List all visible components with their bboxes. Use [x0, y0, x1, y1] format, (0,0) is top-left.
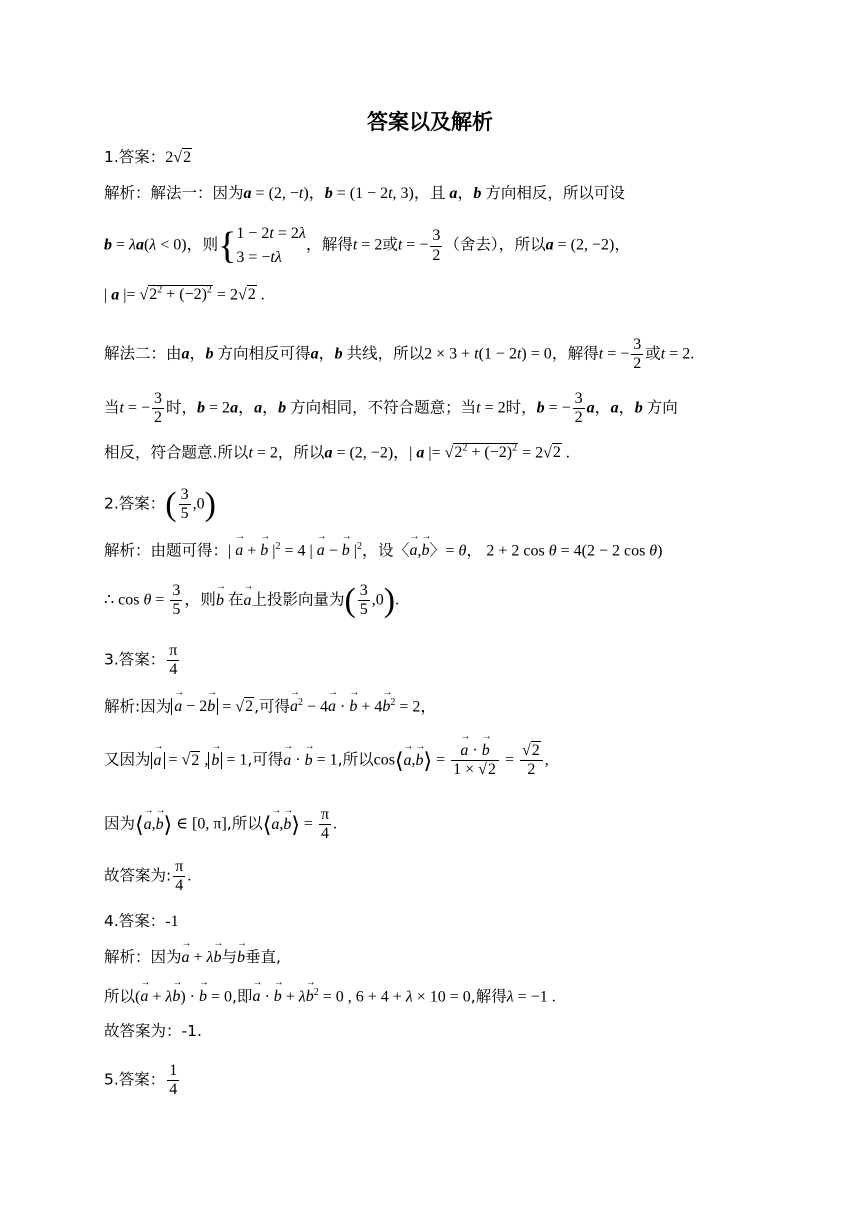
q2-analysis-line1: 解析：由题可得：| → a + → b $|^2 = 4$ | → a − → b $|^2$，设〈→ a,→ b〉= θ， 2 + 2 cos θ = 4(2 − 2 cos θ)	[104, 542, 662, 559]
q5-answer: 5.答案： $\frac{1}{4}$	[104, 1062, 178, 1099]
q1-answer: 1.答案：2√2	[104, 148, 192, 166]
page-title: 答案以及解析	[367, 110, 493, 134]
q1-method2-line1: 解法二：由a，b 方向相反可得a，b 共线，所以2 × 3 + t(1 − 2t) = 0，解得t = − $\frac{3}{2}$ 或t = 2.	[104, 336, 695, 373]
q3-answer: 3.答案： $\frac{\pi}{4}$	[104, 642, 178, 679]
q1-method1-line2: b = λa(λ < 0)，则{ 1 − 2t = 2λ 3 = −tλ ，解得t = 2或t = − $\frac{3}{2}$ （舍去），所以a = (2, −2)，	[104, 225, 631, 267]
q4-analysis-line1: 解析：因为→ a + λ→ b与→ b垂直,	[104, 950, 281, 966]
q1-method1-line3: | a |= $√2^2 + (-2)^2 = 2√2$ .	[104, 285, 265, 304]
q3-analysis-line2: 又因为→ a = √2 ,→ b = 1,可得→ a · → b = 1,所以cos⟨→ a,→ b⟩ = → $\frac{a \cdot \to b}{1 \times √2}$ = $\frac{√2}{2}$ ,	[104, 742, 549, 780]
q4-final: 故答案为：-1.	[104, 1022, 202, 1040]
q4-analysis-line2: 所以(→ a + λ→ b) · → b = 0,即→ a · → $b + \lambda\to b^2 = 0$ , 6 + 4 + λ × 10 = 0,解得λ = −1 .	[104, 988, 556, 1005]
q1-method2-line2: 当t = − $\frac{3}{2}$ 时，b = 2a，a，b 方向相同，不符合题意；当t = 2时，b = − $\frac{3}{2}$ a，a，b 方向	[104, 390, 678, 427]
q2-answer: 2.答案：( $\frac{3}{5}$ ,0)	[104, 485, 216, 523]
q3-final: 故答案为: $\frac{\pi}{4}$ .	[104, 858, 192, 895]
q3-analysis-line3: 因为⟨→ a,→ b⟩ ∈ [0, π],所以⟨→ a,→ b⟩ = $\frac{\pi}{4}$ .	[104, 806, 337, 844]
q2-analysis-line2: ∴ cos θ = $\frac{3}{5}$ ，则→ b 在→ a上投影向量为( $\frac{3}{5}$ ,0).	[104, 582, 399, 620]
q3-analysis-line1: 解析:因为→ a − 2→ b = √2,可得→ $a^2 - 4\to a$ · → $b + 4\to b^2 = 2$，	[104, 698, 436, 715]
q1-method2-line3: 相反，符合题意.所以t = 2，所以a = (2, −2)，| a |= $√2^2 + (-2)^2 = 2√2$ .	[104, 443, 570, 462]
q1-method1-line1: 解析：解法一：因为a = (2, −t)，b = (1 − 2t, 3)，且 a，b 方向相反，所以可设	[104, 184, 625, 202]
q4-answer: 4.答案：-1	[104, 912, 179, 930]
